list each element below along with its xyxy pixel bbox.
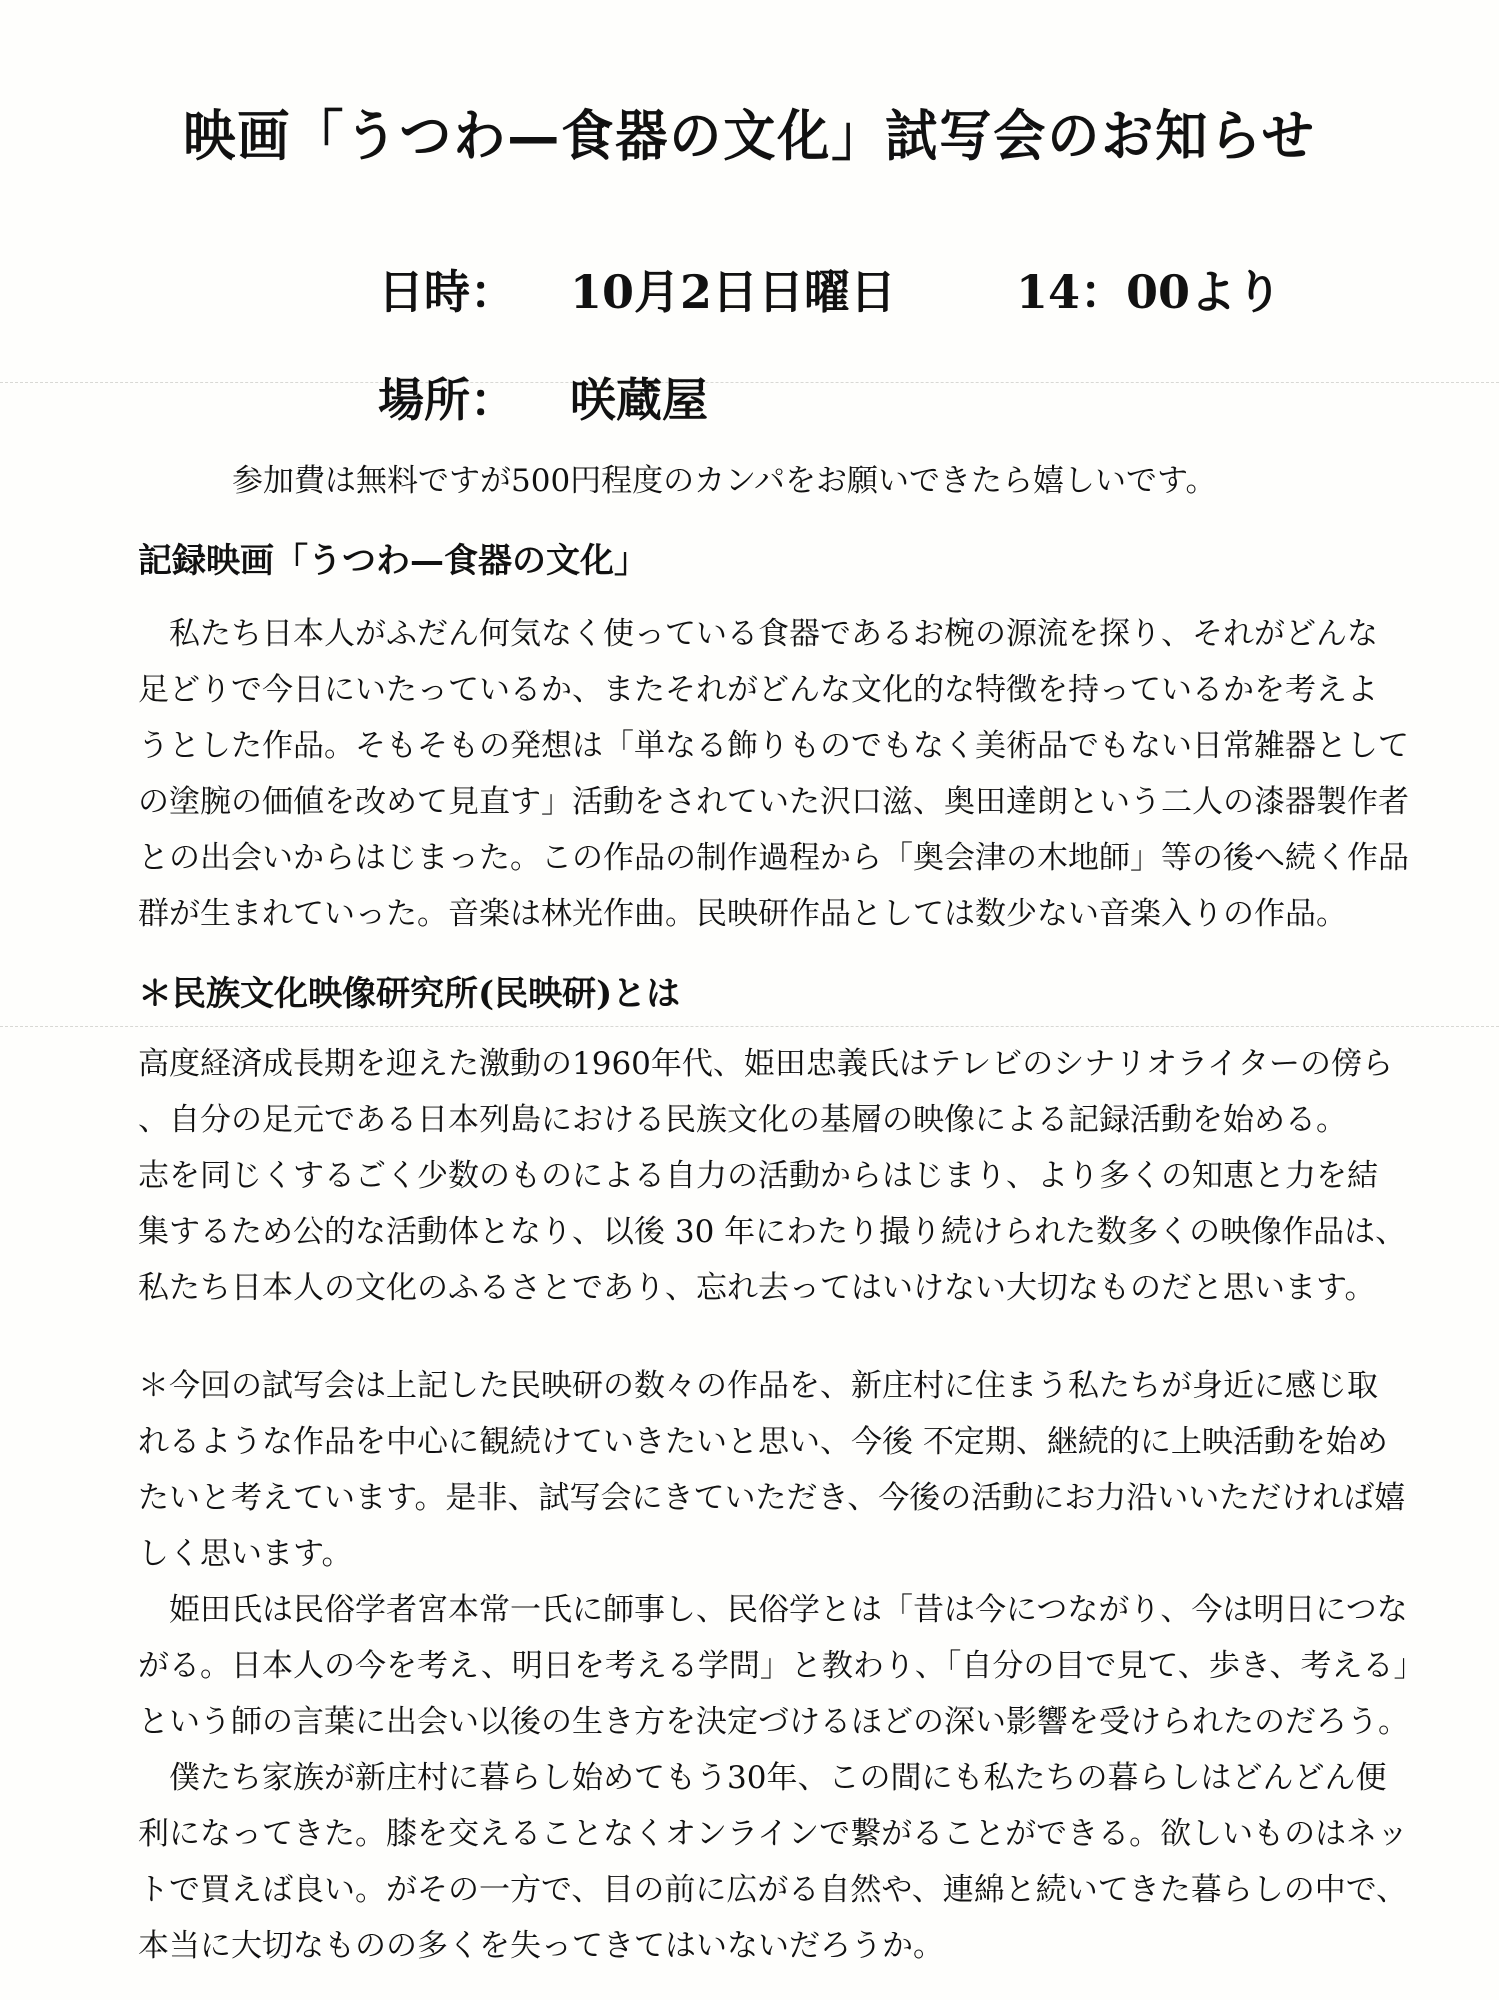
screening-note — [138, 1358, 1408, 1582]
text-line: 利になってきた。膝を交えることなくオンラインで繋がることができる。欲しいものはネッ — [138, 1816, 1409, 1852]
text-line: という師の言葉に出会い以後の生き方を決定づけるほどの深い影響を受けられたのだろう。 — [138, 1704, 1409, 1740]
himeda-paragraph — [138, 1582, 1425, 1750]
text-line: 群が生まれていった。音楽は林光作曲。民映研作品としては数少ない音楽入りの作品。 — [138, 896, 1347, 932]
text-line: しく思います。 — [138, 1536, 353, 1572]
text-line: うとした作品。そもそもの発想は「単なる飾りものでもなく美術品でもない日常雑器として — [138, 728, 1409, 764]
film-description — [138, 606, 1408, 942]
date-value: 10月2日日曜日 — [570, 265, 897, 319]
text-line: たいと考えています。是非、試写会にきていただき、今後の活動にお力沿いいただければ嬉 — [138, 1480, 1406, 1516]
text-line: 集するため公的な活動体となり、以後 30 年にわたり撮り続けられた数多くの映像作品は、 — [138, 1214, 1407, 1250]
text-line: の塗腕の価値を改めて見直す」活動をされていた沢口滋、奥田達朗という二人の漆器製作者 — [138, 784, 1409, 820]
time-value: 14：00より — [1016, 265, 1283, 319]
page-title: 映画「うつわ—食器の文化」試写会のお知らせ — [183, 103, 1316, 168]
text-line: との出会いからはじまった。この作品の制作過程から「奥会津の木地師」等の後へ続く作品 — [138, 840, 1409, 876]
text-line: ＊今回の試写会は上記した民映研の数々の作品を、新庄村に住まう私たちが身近に感じ取 — [138, 1368, 1378, 1404]
text-line: がる。日本人の今を考え、明日を考える学問」と教わり、「自分の目で見て、歩き、考える」 — [138, 1648, 1425, 1684]
text-line: 志を同じくするごく少数のものによる自力の活動からはじまり、より多くの知恵と力を結 — [138, 1158, 1378, 1194]
text-line: 私たち日本人の文化のふるさとであり、忘れ去ってはいけない大切なものだと思います。 — [138, 1270, 1376, 1306]
fold-line — [0, 1026, 1499, 1027]
film-heading: 記録映画「うつわ—食器の文化」 — [138, 541, 648, 581]
place-label: 場所： — [378, 373, 516, 427]
date-row — [378, 256, 1378, 319]
institute-description — [138, 1036, 1408, 1316]
text-line: 本当に大切なものの多くを失ってきてはいないだろうか。 — [138, 1928, 944, 1964]
date-label: 日時： — [378, 265, 516, 319]
family-paragraph — [138, 1750, 1408, 1974]
place-row — [378, 364, 1078, 427]
text-line: 足どりで今日にいたっているか、またそれがどんな文化的な特徴を持っているかを考えよ — [138, 672, 1378, 708]
institute-heading: ＊民族文化映像研究所(民映研)とは — [138, 974, 681, 1014]
text-line: れるような作品を中心に観続けていきたいと思い、今後 不定期、継続的に上映活動を始め — [138, 1424, 1388, 1460]
place-value: 咲蔵屋 — [570, 373, 708, 427]
text-line: 僕たち家族が新庄村に暮らし始めてもう30年、この間にも私たちの暮らしはどんどん便 — [138, 1760, 1387, 1796]
fee-note: 参加費は無料ですが500円程度のカンパをお願いできたら嬉しいです。 — [232, 463, 1217, 499]
text-line: トで買えば良い。がその一方で、目の前に広がる自然や、連綿と続いてきた暮らしの中で、 — [138, 1872, 1408, 1908]
text-line: 私たち日本人がふだん何気なく使っている食器であるお椀の源流を探り、それがどんな — [138, 616, 1378, 652]
text-line: 、自分の足元である日本列島における民族文化の基層の映像による記録活動を始める。 — [138, 1102, 1347, 1138]
text-line: 姫田氏は民俗学者宮本常一氏に師事し、民俗学とは「昔は今につながり、今は明日につな — [138, 1592, 1408, 1628]
text-line: 高度経済成長期を迎えた激動の1960年代、姫田忠義氏はテレビのシナリオライターの傍ら — [138, 1046, 1394, 1082]
